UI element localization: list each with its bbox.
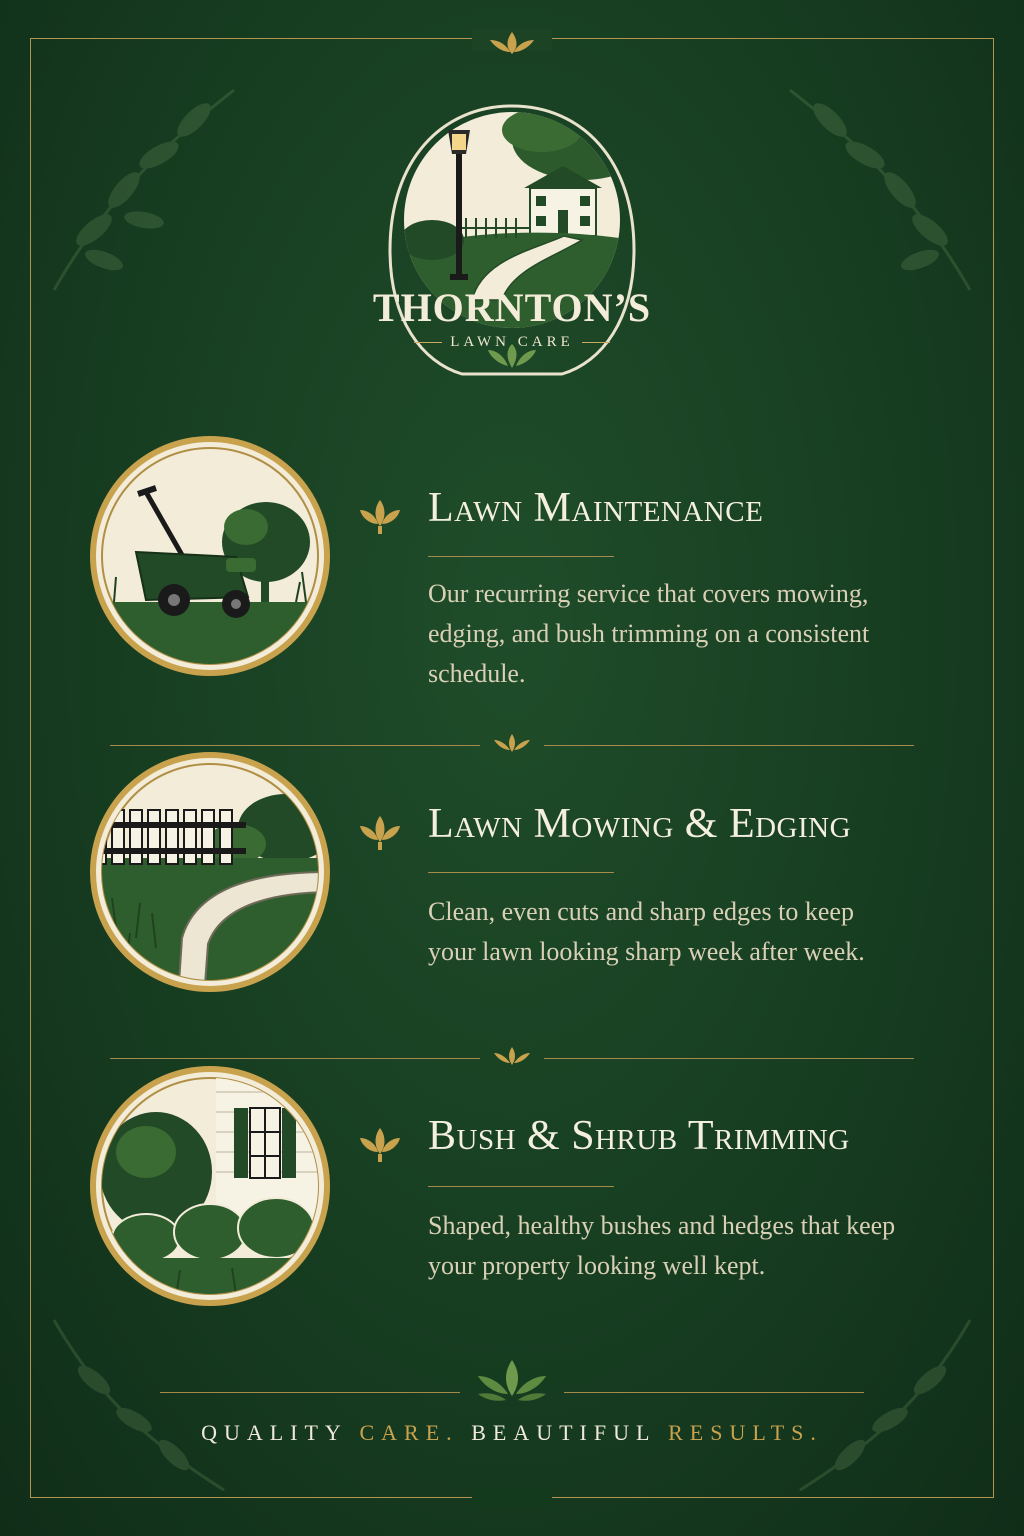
title-underline	[428, 872, 614, 873]
fence-path-icon	[86, 748, 334, 996]
subtitle-rule-left	[414, 342, 442, 343]
service-description: Clean, even cuts and sharp edges to keep your lawn looking sharp week after week.	[428, 897, 865, 966]
tagline-beautiful: BEAUTIFUL	[458, 1420, 669, 1445]
brand-subtitle: LAWN CARE	[450, 333, 574, 350]
footer-divider-left	[160, 1392, 460, 1393]
brand-subtitle-row	[392, 332, 632, 352]
tagline-quality: QUALITY	[201, 1420, 360, 1445]
service-title: Bush & Shrub Trimming	[428, 1113, 850, 1159]
title-underline	[428, 556, 614, 557]
foliage-corner-bottom-left-icon	[34, 1310, 234, 1500]
title-underline	[428, 1186, 614, 1187]
brand-name: THORNTON’S	[372, 285, 652, 330]
foliage-corner-top-right-icon	[770, 60, 990, 300]
laurel-ornament-icon	[470, 1356, 554, 1406]
fleur-bullet-icon	[356, 1124, 404, 1164]
frame-gap-bottom	[472, 1488, 552, 1508]
foliage-corner-bottom-right-icon	[790, 1310, 990, 1500]
section-divider-left	[110, 745, 480, 746]
service-title: Lawn Maintenance	[428, 485, 764, 531]
footer-divider-right	[564, 1392, 864, 1393]
tagline	[0, 1420, 1024, 1446]
section-divider-right	[544, 745, 914, 746]
service-description: Our recurring service that covers mowing, edging, and bush trimming on a consistent schedule.	[428, 579, 870, 688]
section-divider-right	[544, 1058, 914, 1059]
section-divider-left	[110, 1058, 480, 1059]
tagline-care: CARE.	[359, 1420, 459, 1445]
fleur-bullet-icon	[356, 496, 404, 536]
lawn-mower-icon	[86, 432, 334, 680]
divider-fleur-icon	[490, 732, 534, 758]
subtitle-rule-right	[582, 342, 610, 343]
tagline-results: RESULTS.	[668, 1420, 823, 1445]
foliage-corner-top-left-icon	[34, 60, 254, 300]
service-description: Shaped, healthy bushes and hedges that keep your property looking well kept.	[428, 1211, 896, 1280]
fleur-ornament-icon	[480, 28, 544, 60]
fleur-bullet-icon	[356, 812, 404, 852]
divider-fleur-icon	[490, 1045, 534, 1071]
service-title: Lawn Mowing & Edging	[428, 801, 852, 847]
shrubs-window-icon	[86, 1062, 334, 1310]
